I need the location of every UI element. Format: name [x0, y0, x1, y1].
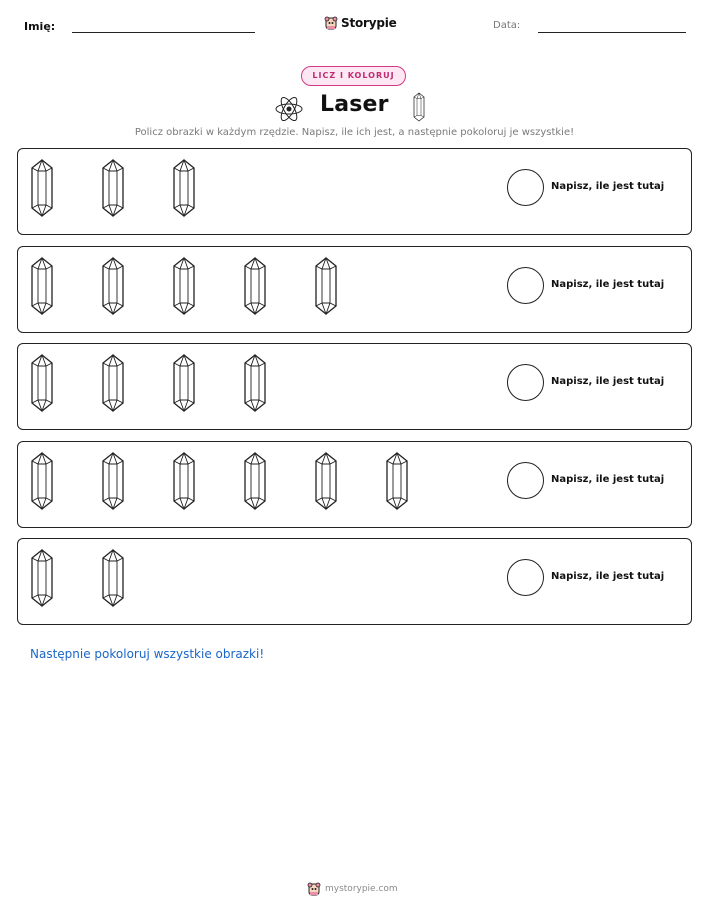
crystal-icon: [413, 91, 425, 123]
answer-circle[interactable]: [507, 169, 544, 206]
crystal-icon[interactable]: [101, 548, 125, 612]
crystal-icon[interactable]: [30, 353, 54, 417]
crystal-icon[interactable]: [30, 256, 54, 320]
answer-circle[interactable]: [507, 267, 544, 304]
counting-row: [17, 538, 692, 625]
footer-note: Następnie pokoloruj wszystkie obrazki!: [30, 647, 265, 661]
brand-logo: [324, 13, 397, 33]
counting-row: [17, 246, 692, 333]
footer-url: mystorypie.com: [325, 884, 398, 894]
crystal-icon[interactable]: [243, 256, 267, 320]
counting-row: [17, 343, 692, 430]
crystal-icon[interactable]: [243, 353, 267, 417]
answer-prompt: Napisz, ile jest tutaj: [551, 278, 665, 290]
storypie-mascot-icon: [324, 15, 338, 31]
worksheet-header: [0, 0, 709, 50]
title-row: [0, 88, 709, 124]
page-title: Laser: [320, 92, 389, 117]
crystal-icon[interactable]: [30, 451, 54, 515]
answer-circle[interactable]: [507, 462, 544, 499]
crystal-icon[interactable]: [101, 158, 125, 222]
answer-prompt: Napisz, ile jest tutaj: [551, 571, 665, 582]
crystal-icon[interactable]: [314, 451, 338, 515]
name-label: Imię:: [24, 20, 56, 33]
crystal-icon[interactable]: [243, 451, 267, 515]
crystal-icon[interactable]: [172, 256, 196, 320]
crystal-icon[interactable]: [30, 158, 54, 222]
answer-prompt: Napisz, ile jest tutaj: [551, 376, 665, 387]
storypie-mascot-icon: [307, 881, 321, 897]
answer-prompt: Napisz, ile jest tutaj: [551, 473, 665, 485]
footer: [307, 879, 398, 899]
crystal-icon[interactable]: [101, 451, 125, 515]
date-label: Data:: [493, 20, 521, 31]
name-field[interactable]: [72, 32, 255, 33]
date-field[interactable]: [538, 32, 686, 33]
answer-prompt: Napisz, ile jest tutaj: [551, 181, 665, 192]
crystal-icon[interactable]: [385, 451, 409, 515]
counting-row: [17, 441, 692, 528]
counting-row: [17, 148, 692, 235]
crystal-icon[interactable]: [101, 353, 125, 417]
atom-icon: [274, 94, 304, 124]
crystal-icon[interactable]: [172, 353, 196, 417]
crystal-icon[interactable]: [172, 451, 196, 515]
activity-badge: LICZ I KOLORUJ: [301, 66, 406, 86]
crystal-icon[interactable]: [314, 256, 338, 320]
crystal-icon[interactable]: [172, 158, 196, 222]
answer-circle[interactable]: [507, 559, 544, 596]
instructions: Policz obrazki w każdym rzędzie. Napisz, ile ich jest, a następnie pokoloruj je wszystkie!: [134, 127, 575, 138]
crystal-icon[interactable]: [101, 256, 125, 320]
crystal-icon[interactable]: [30, 548, 54, 612]
answer-circle[interactable]: [507, 364, 544, 401]
brand-name: Storypie: [341, 16, 397, 30]
